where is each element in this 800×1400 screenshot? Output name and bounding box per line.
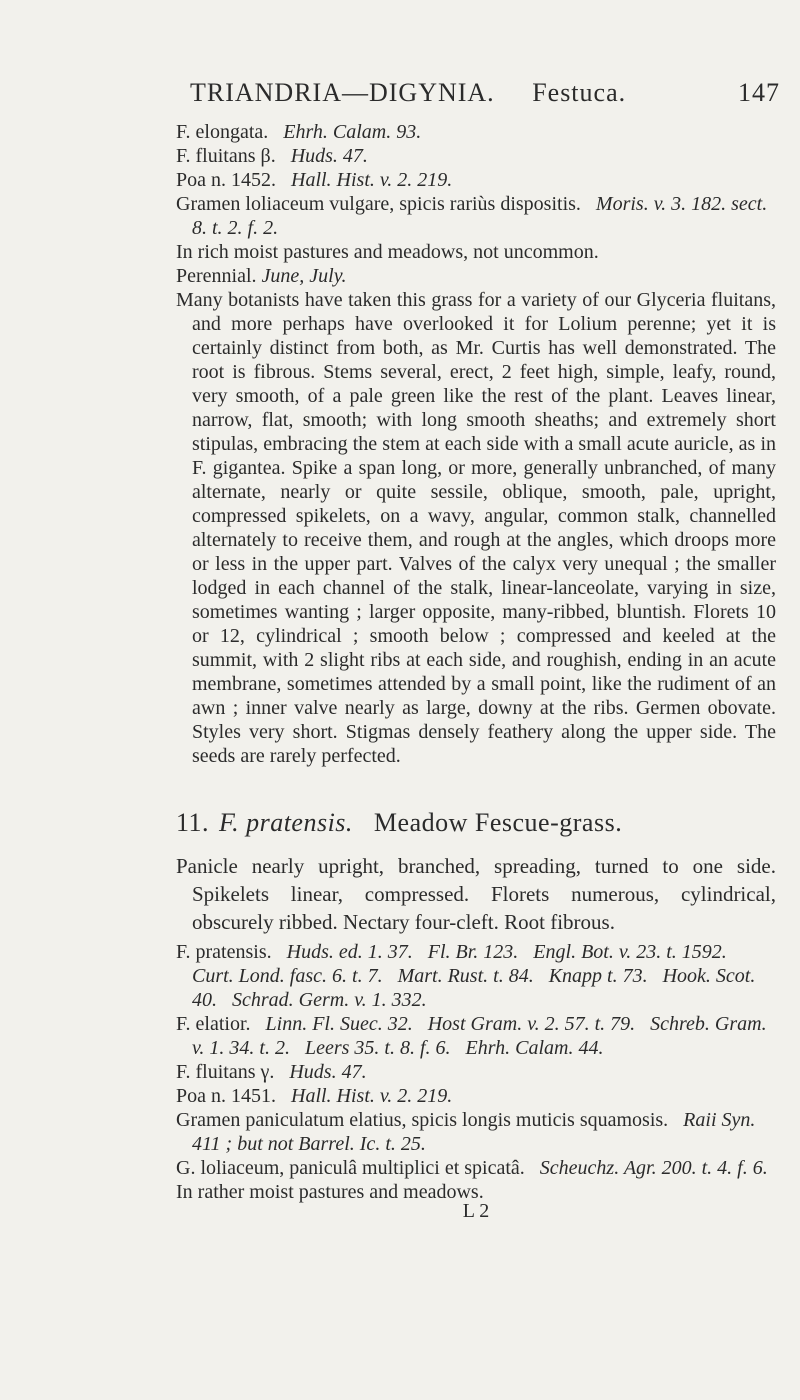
synonym-line: Gramen loliaceum vulgare, spicis rariùs dispositis. Moris. v. 3. 182. sect. 8. t. 2. f. 2.: [176, 193, 768, 239]
synonym-line: F. elongata. Ehrh. Calam. 93.: [176, 121, 422, 143]
synonym-line: F. elatior. Linn. Fl. Suec. 32. Host Gram. v. 2. 57. t. 79. Schreb. Gram. v. 1. 34. t. 2. Leers 35. t. 8. f. 6. Ehrh. Calam. 44.: [176, 1013, 767, 1059]
species-diagnosis: Panicle nearly upright, branched, spreading, turned to one side. Spikelets linear, compressed. Florets numerous, cylindrical, obscurely ribbed. Nectary four-cleft. Root fibrous.: [176, 854, 776, 934]
habitat-line: In rather moist pastures and meadows.: [176, 1181, 484, 1203]
synonym-line: F. pratensis. Huds. ed. 1. 37. Fl. Br. 123. Engl. Bot. v. 23. t. 1592. Curt. Lond. fasc. 6. t. 7. Mart. Rust. t. 84. Knapp t. 73. Hook. Scot. 40. Schrad. Germ. v. 1. 332.: [176, 941, 756, 1011]
synonym-line: F. fluitans γ. Huds. 47.: [176, 1061, 367, 1083]
duration-line: Perennial. June, July.: [176, 265, 347, 287]
genus-title: Festuca.: [532, 78, 627, 107]
page-body: [176, 120, 776, 1223]
synonym-line: F. fluitans β. Huds. 47.: [176, 145, 368, 167]
page-header: [190, 78, 780, 108]
habitat-line: In rich moist pastures and meadows, not uncommon.: [176, 241, 599, 263]
species-heading: 11. F. pratensis. Meadow Fescue-grass.: [176, 808, 623, 837]
synonym-line: G. loliaceum, paniculâ multiplici et spicatâ. Scheuchz. Agr. 200. t. 4. f. 6.: [176, 1157, 768, 1179]
synonym-line: Poa n. 1452. Hall. Hist. v. 2. 219.: [176, 169, 453, 191]
species-description: Many botanists have taken this grass for a variety of our Glyceria fluitans, and more perhaps have overlooked it for Lolium perenne; yet it is certainly distinct from both, as Mr. Curtis has well demonstrated. The root is fibrous. Stems several, erect, 2 feet high, simple, leafy, round, very smooth, of a pale green like the rest of the plant. Leaves linear, narrow, flat, smooth; with long smooth sheaths; and extremely short stipulas, embracing the stem at each side with a small acute auricle, as in F. gigantea. Spike a span long, or more, generally unbranched, of many alternate, nearly or quite sessile, oblique, smooth, pale, upright, compressed spikelets, on a wavy, angular, common stalk, channelled alternately to receive them, and rough at the angles, which droops more or less in the upper part. Valves of the calyx very unequal ; the smaller lodged in each channel of the stalk, linear-lanceolate, varying in size, sometimes wanting ; larger opposite, many-ribbed, bluntish. Florets 10 or 12, cylindrical ; smooth below ; compressed and keeled at the summit, with 2 slight ribs at each side, and roughish, ending in an acute membrane, sometimes attended by a small point, like the rudiment of an awn ; inner valve nearly as large, downy at the ribs. Germen obovate. Styles very short. Stigmas densely feathery along the upper side. The seeds are rarely perfected.: [176, 289, 776, 767]
page-number: 147: [738, 78, 780, 107]
running-head: TRIANDRIA—DIGYNIA.: [190, 78, 495, 107]
synonym-line: Gramen paniculatum elatius, spicis longis muticis squamosis. Raii Syn. 411 ; but not Barrel. Ic. t. 25.: [176, 1109, 756, 1155]
signature-mark: L 2: [462, 1200, 490, 1222]
synonym-line: Poa n. 1451. Hall. Hist. v. 2. 219.: [176, 1085, 453, 1107]
